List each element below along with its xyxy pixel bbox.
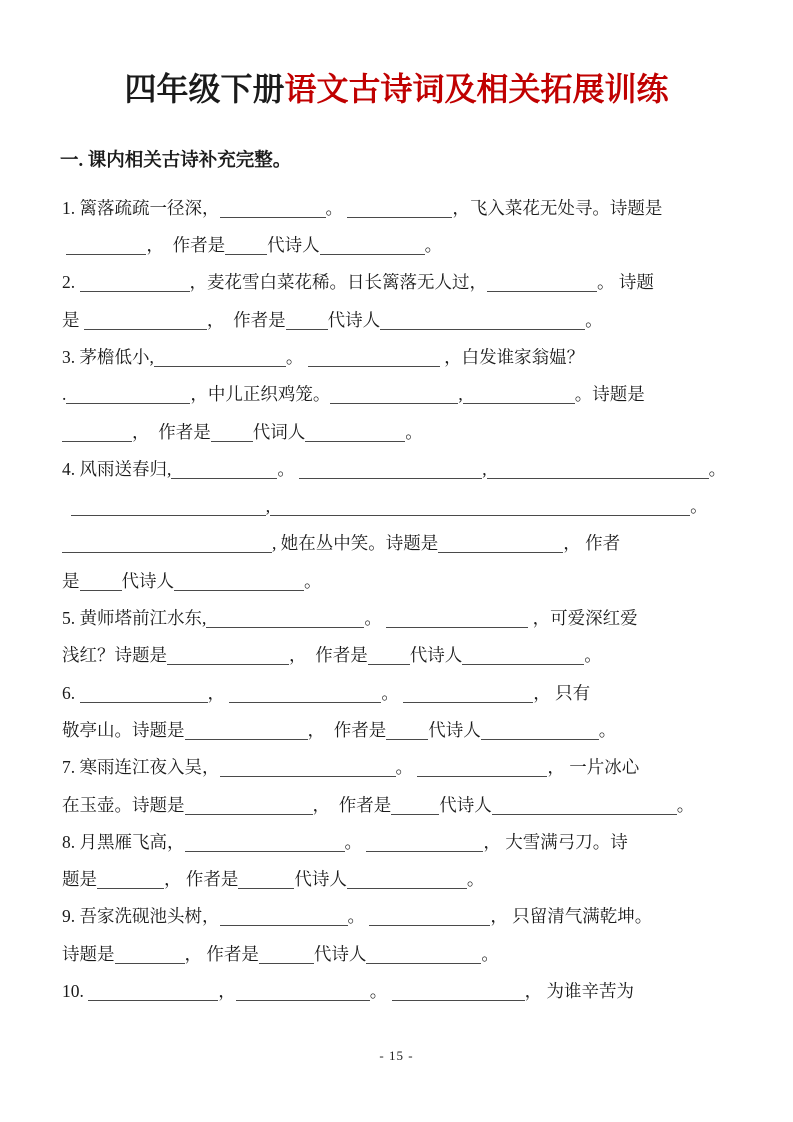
title-subject-part: 语文古诗词及相关拓展训练 xyxy=(284,71,669,107)
q8-line2 xyxy=(62,861,715,898)
text-run: , xyxy=(265,496,271,517)
text-run: 题是 xyxy=(62,869,97,890)
fill-in-blank xyxy=(229,684,381,703)
text-run: ， 作者是 xyxy=(146,235,226,256)
text-run: 3. 茅檐低小, xyxy=(62,346,154,367)
fill-in-blank xyxy=(330,385,458,404)
fill-in-blank xyxy=(62,534,272,553)
fill-in-blank xyxy=(403,684,533,703)
text-run: ， 大雪满弓刀。诗 xyxy=(483,831,628,852)
fill-in-blank xyxy=(462,646,584,665)
fill-in-blank xyxy=(220,199,326,218)
text-run: ， 作者是 xyxy=(289,645,368,666)
text-run: 8. 月黑雁飞高， xyxy=(62,831,185,852)
text-run: 。 xyxy=(481,943,499,964)
fill-in-blank xyxy=(80,684,208,703)
text-run: 。 xyxy=(585,309,603,330)
text-run: 。 xyxy=(277,458,300,479)
text-run: ， 只有 xyxy=(533,682,591,703)
text-run: ， 作者是 xyxy=(312,794,392,815)
text-run: 诗题是 xyxy=(62,943,115,964)
q8-line1 xyxy=(62,824,715,861)
text-run: 代诗人 xyxy=(267,235,320,256)
q3-line3 xyxy=(62,414,715,451)
fill-in-blank xyxy=(305,423,405,442)
q2-line2 xyxy=(62,302,715,339)
q7-line1 xyxy=(62,749,715,786)
text-run: 是 xyxy=(62,570,80,591)
fill-in-blank xyxy=(308,348,440,367)
text-run: 是 xyxy=(62,309,84,330)
text-run: 代诗人 xyxy=(327,309,381,330)
text-run: 。 诗题 xyxy=(597,272,654,293)
text-run: 1. 篱落疏疏一径深， xyxy=(62,197,220,218)
text-run: 。 xyxy=(584,645,602,666)
text-run: 7. 寒雨连江夜入吴， xyxy=(62,757,220,778)
text-run: ， xyxy=(218,981,236,1002)
q5-line1 xyxy=(62,600,715,637)
fill-in-blank xyxy=(368,646,410,665)
text-run: 。 xyxy=(304,570,322,591)
text-run: , xyxy=(458,384,463,405)
text-run: 。 xyxy=(424,235,443,256)
text-run: 。 xyxy=(598,719,617,740)
text-run: ， 只留清气满乾坤。 xyxy=(490,906,653,927)
text-run: ， 作者是 xyxy=(132,421,211,442)
fill-in-blank xyxy=(286,311,328,330)
fill-in-blank xyxy=(171,460,277,479)
fill-in-blank xyxy=(438,534,563,553)
text-run: ，麦花雪白菜花稀。日长篱落无人过， xyxy=(189,272,487,293)
text-run: 在玉壶。诗题是 xyxy=(62,794,185,815)
fill-in-blank xyxy=(369,907,490,926)
text-run: 代诗人 xyxy=(313,943,367,964)
fill-in-blank xyxy=(259,945,314,964)
text-run: , xyxy=(482,458,487,479)
fill-in-blank xyxy=(167,646,289,665)
q6-line2 xyxy=(62,712,715,749)
text-run: 。 xyxy=(395,757,418,778)
fill-in-blank xyxy=(366,833,483,852)
page-number: - 15 - xyxy=(379,1048,414,1063)
text-run: 代诗人 xyxy=(294,869,347,890)
text-run: 。 xyxy=(381,682,404,703)
fill-in-blank xyxy=(391,796,439,815)
fill-in-blank xyxy=(154,348,286,367)
fill-in-blank xyxy=(386,609,528,628)
text-run: 代诗人 xyxy=(439,794,492,815)
fill-in-blank xyxy=(115,945,185,964)
page-title xyxy=(0,71,793,108)
fill-in-blank xyxy=(347,870,467,889)
text-run: 5. 黄师塔前江水东, xyxy=(62,608,207,629)
fill-in-blank xyxy=(220,907,348,926)
text-run: ， 作者是 xyxy=(307,719,387,740)
text-run: ，中儿正织鸡笼。 xyxy=(190,384,331,405)
fill-in-blank xyxy=(185,796,313,815)
fill-in-blank xyxy=(174,572,304,591)
title-grade-part: 四年级下册 xyxy=(124,71,285,107)
text-run: 9. 吾家洗砚池头树， xyxy=(62,906,220,927)
q6-line1 xyxy=(62,675,715,712)
q4-line3 xyxy=(62,525,715,562)
q7-line2 xyxy=(62,787,715,824)
text-run: ， xyxy=(207,682,230,703)
text-run: ， 作者是 xyxy=(164,869,239,890)
fill-in-blank xyxy=(97,870,164,889)
fill-in-blank xyxy=(463,385,575,404)
text-run: 。 xyxy=(405,421,423,442)
fill-in-blank xyxy=(238,870,294,889)
q3-line2 xyxy=(62,376,715,413)
section-heading: 一. 课内相关古诗补充完整。 xyxy=(60,150,292,171)
text-run: 。 xyxy=(347,906,370,927)
q5-line2 xyxy=(62,637,715,674)
fill-in-blank xyxy=(487,273,597,292)
fill-in-blank xyxy=(66,385,190,404)
fill-in-blank xyxy=(270,497,690,516)
text-run: ， 为谁辛苦为 xyxy=(524,981,634,1002)
q3-line1 xyxy=(62,339,715,376)
fill-in-blank xyxy=(380,311,585,330)
fill-in-blank xyxy=(62,423,132,442)
text-run: ，飞入菜花无处寻。诗题是 xyxy=(452,197,663,218)
text-run: 代诗人 xyxy=(428,719,481,740)
fill-in-blank xyxy=(211,423,253,442)
fill-in-blank xyxy=(225,236,267,255)
text-run: , 她在丛中笑。诗题是 xyxy=(272,533,439,554)
fill-in-blank xyxy=(80,273,190,292)
text-run: 6. xyxy=(62,682,80,703)
text-run: 。 xyxy=(285,346,308,367)
text-run: 10. xyxy=(62,981,89,1002)
text-run: 。 xyxy=(369,981,392,1002)
fill-in-blank xyxy=(487,460,709,479)
fill-in-blank xyxy=(481,721,599,740)
fill-in-blank xyxy=(185,833,345,852)
fill-in-blank xyxy=(299,460,482,479)
q10-line1 xyxy=(62,973,715,1010)
fill-in-blank xyxy=(84,311,207,330)
text-run: 。 xyxy=(325,197,348,218)
q4-line1 xyxy=(62,451,727,488)
q4-line2 xyxy=(62,488,715,525)
text-run: 。 xyxy=(708,458,727,479)
text-run: ， 作者 xyxy=(563,533,621,554)
text-run: 。 xyxy=(466,869,485,890)
questions-section xyxy=(62,190,727,1011)
fill-in-blank xyxy=(392,982,525,1001)
fill-in-blank xyxy=(320,236,425,255)
text-run: 代诗人 xyxy=(121,570,174,591)
fill-in-blank xyxy=(417,758,547,777)
text-run: ，白发谁家翁媪？ xyxy=(439,346,585,367)
q2-line1 xyxy=(62,264,715,301)
fill-in-blank xyxy=(206,609,364,628)
q4-line4 xyxy=(62,563,715,600)
fill-in-blank xyxy=(88,982,218,1001)
fill-in-blank xyxy=(66,236,146,255)
text-run: 2. xyxy=(62,272,80,293)
fill-in-blank xyxy=(185,721,308,740)
fill-in-blank xyxy=(386,721,428,740)
q9-line1 xyxy=(62,898,715,935)
fill-in-blank xyxy=(347,199,452,218)
text-run: 敬亭山。诗题是 xyxy=(62,719,185,740)
text-run: ， 作者是 xyxy=(206,309,286,330)
text-run: 。诗题是 xyxy=(574,384,645,405)
text-run: ，可爱深红爱 xyxy=(528,608,638,629)
text-run xyxy=(62,496,71,516)
text-run: ， 作者是 xyxy=(184,943,259,964)
q1-line2 xyxy=(62,227,715,264)
text-run: 代诗人 xyxy=(409,645,463,666)
text-run: 。 xyxy=(676,794,695,815)
text-run: 浅红？诗题是 xyxy=(62,645,167,666)
text-run: . xyxy=(62,384,67,405)
text-run: 。 xyxy=(690,496,708,517)
fill-in-blank xyxy=(80,572,122,591)
text-run: ， 一片冰心 xyxy=(547,757,640,778)
fill-in-blank xyxy=(71,497,266,516)
fill-in-blank xyxy=(220,758,396,777)
fill-in-blank xyxy=(236,982,370,1001)
fill-in-blank xyxy=(366,945,481,964)
q1-line1 xyxy=(62,190,715,227)
text-run: 代词人 xyxy=(252,421,306,442)
text-run: 。 xyxy=(364,608,387,629)
text-run: 4. 风雨送春归, xyxy=(62,458,172,479)
q9-line2 xyxy=(62,936,715,973)
fill-in-blank xyxy=(492,796,677,815)
text-run: 。 xyxy=(344,831,367,852)
